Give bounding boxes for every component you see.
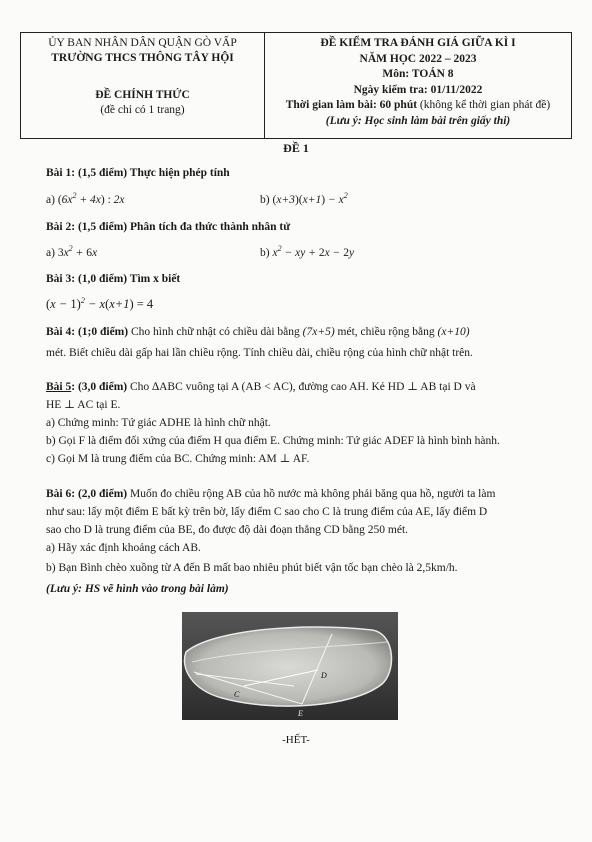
bai1-a-expr: $(6x^2 + 4x)$ : 2x — [57, 191, 125, 206]
exam-title: ĐỀ KIỂM TRA ĐÁNH GIÁ GIỮA KÌ I — [320, 37, 516, 49]
bai1-b — [260, 193, 348, 208]
bai5-title: Bài 5 — [46, 381, 72, 393]
bai3-equation: $(x - 1)^2 - x(x+1) = 4$ — [46, 296, 154, 311]
bai6-line3: sao cho D là trung điểm của BE, đo được độ dài đoạn thẳng CD bằng 250 mét. — [46, 524, 409, 536]
bai5-c: c) Gọi M là trung điểm của BC. Chứng minh: AM ⊥ AF. — [46, 453, 310, 465]
exam-header — [20, 32, 572, 139]
bai1-a — [46, 193, 125, 208]
bai2-title: Bài 2: (1,5 điểm) Phân tích đa thức thành nhân tử — [46, 221, 291, 233]
bai4-line2: mét. Biết chiều dài gấp hai lần chiều rộng. Tính chiều dài, chiều rộng của hình chữ nhật trên. — [46, 347, 473, 359]
exam-code: ĐỀ 1 — [283, 141, 309, 155]
label-d: D — [321, 671, 327, 680]
bai6-note: (Lưu ý: HS vẽ hình vào trong bài làm) — [46, 583, 229, 595]
bai1-title: Bài 1: (1,5 điểm) Thực hiện phép tính — [46, 167, 230, 179]
end-mark: -HẾT- — [282, 734, 310, 746]
bai4-width-expr: (x+10) — [437, 326, 470, 338]
duration-note: (không kể thời gian phát đề) — [417, 99, 551, 111]
bai5-line1: Bài 5: (3,0 điểm) Cho ∆ABC vuông tại A (AB < AC), đường cao AH. Kẻ HD ⊥ AB tại D và — [46, 381, 476, 393]
bai3-title: Bài 3: (1,0 điểm) Tìm x biết — [46, 273, 181, 285]
district-name: ỦY BAN NHÂN DÂN QUẬN GÒ VẤP — [48, 37, 237, 49]
school-year: NĂM HỌC 2022 – 2023 — [359, 52, 477, 65]
bai4-line1: Bài 4: (1;0 điểm) Cho hình chữ nhật có chiều dài bằng (7x+5) mét, chiều rộng bằng (x+10) — [46, 326, 470, 338]
bai6-line1: Bài 6: (2,0 điểm) Muốn đo chiều rộng AB của hồ nước mà không phải băng qua hồ, người ta làm — [46, 488, 496, 500]
exam-duration — [265, 98, 571, 114]
bai5-line2: HE ⊥ AC tại E. — [46, 399, 121, 411]
label-c: C — [234, 690, 240, 699]
lake-figure-svg — [182, 612, 398, 720]
bai6-a: a) Hãy xác định khoảng cách AB. — [46, 542, 201, 554]
bai1-b-label: b) — [260, 194, 270, 206]
bai2-b-expr: $x^2$ − xy + 2x − 2y — [272, 244, 355, 259]
page-count-note: (đề chỉ có 1 trang) — [100, 104, 185, 116]
bai2-a-expr: $3x^2 + 6x$ — [57, 244, 98, 259]
bai1-b-expr: $(x+3)(x+1) - x^2$ — [272, 191, 348, 206]
bai4-title: Bài 4: (1;0 điểm) — [46, 326, 129, 338]
bai2-a-label: a) — [46, 247, 55, 259]
official-label: ĐỀ CHÍNH THỨC — [95, 89, 190, 101]
lake-water — [185, 627, 392, 706]
header-exam-block — [265, 33, 571, 138]
paper-note: (Lưu ý: Học sinh làm bài trên giấy thi) — [325, 114, 511, 127]
bai5-points: : (3,0 điểm) — [71, 381, 128, 393]
label-e: E — [298, 709, 303, 718]
bai6-b: b) Bạn Bình chèo xuồng từ A đến B mất bao nhiêu phút biết vận tốc bạn chèo là 2,5km/h. — [46, 562, 458, 574]
duration-bold: Thời gian làm bài: 60 phút — [285, 99, 418, 111]
exam-date: Ngày kiểm tra: 01/11/2022 — [353, 83, 483, 96]
bai6-line2: như sau: lấy một điểm E bất kỳ trên bờ, lấy điểm C sao cho C là trung điểm của AE, lấy điểm D — [46, 506, 488, 518]
bai2-b — [260, 246, 354, 261]
header-school-block — [21, 33, 265, 138]
bai2-b-label: b) — [260, 247, 270, 259]
bai1-a-label: a) — [46, 194, 55, 206]
bai4-length-expr: (7x+5) — [302, 326, 335, 338]
bai5-b: b) Gọi F là điểm đối xứng của điểm H qua điểm E. Chứng minh: Tứ giác ADEF là hình bình hành. — [46, 435, 500, 447]
lake-figure — [182, 612, 398, 720]
subject: Môn: TOÁN 8 — [382, 68, 454, 80]
bai5-a: a) Chứng minh: Tứ giác ADHE là hình chữ nhật. — [46, 417, 271, 429]
bai6-title: Bài 6: (2,0 điểm) — [46, 488, 128, 500]
bai2-a — [46, 246, 97, 261]
school-name: TRƯỜNG THCS THÔNG TÂY HỘI — [51, 52, 234, 64]
